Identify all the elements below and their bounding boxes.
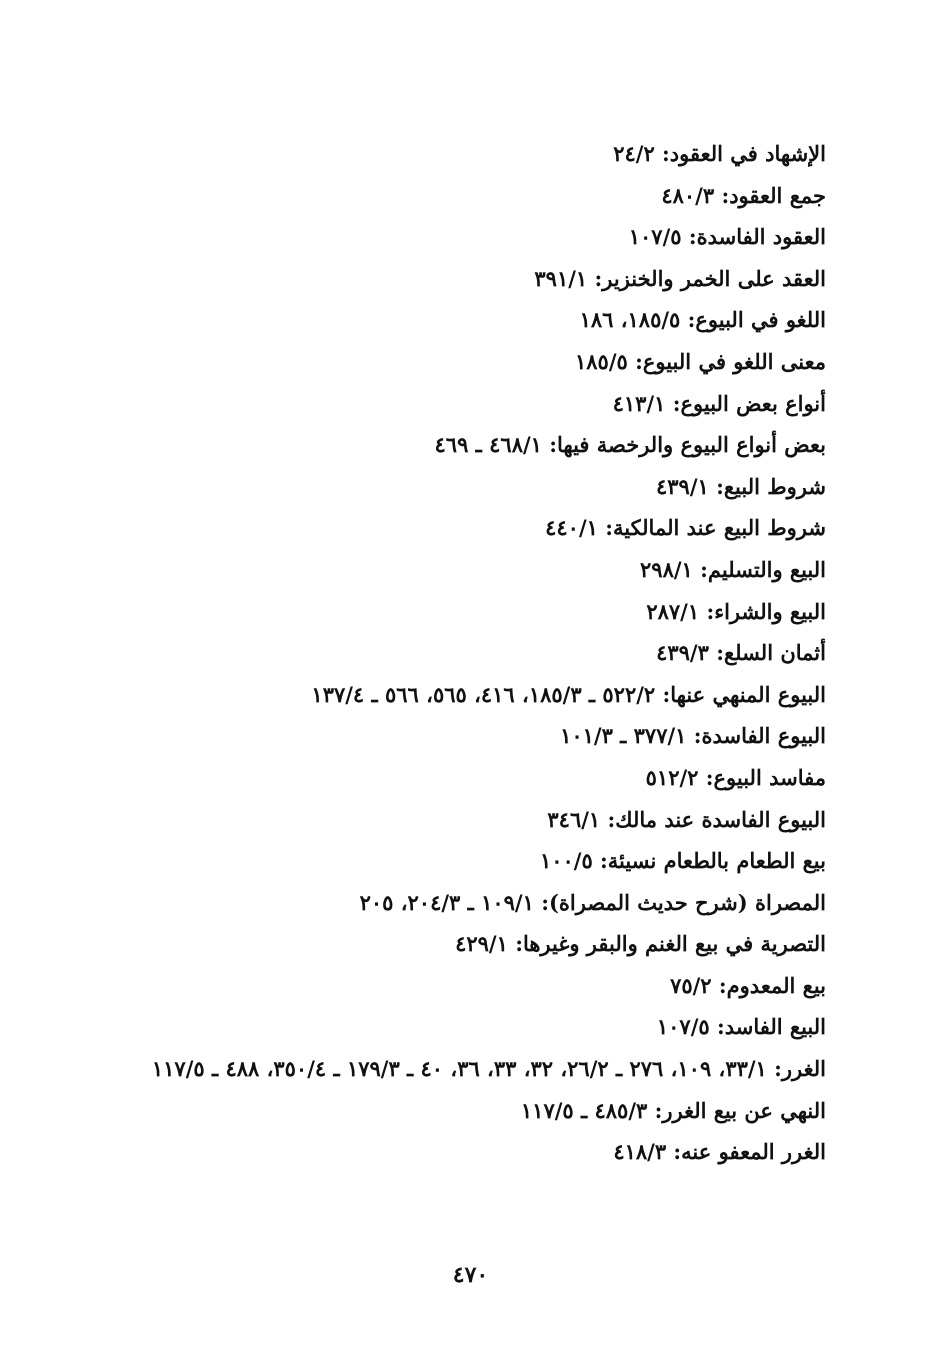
index-references: ٣٣/١، ١٠٩، ٢٧٦ ـ ٢٦/٢، ٣٢، ٣٣، ٣٦، ٤٠ ـ ١٧٩/٣ ـ ٣٥٠/٤، ٤٨٨ ـ ١١٧/٥ <box>151 1056 767 1082</box>
index-term: البيوع الفاسدة: <box>693 723 826 749</box>
index-references: ٤٨٥/٣ ـ ١١٧/٥ <box>520 1097 648 1123</box>
index-term: الغرر المعفو عنه: <box>673 1139 826 1165</box>
index-references: ٤٣٩/٣ <box>656 640 709 666</box>
index-term: الإشهاد في العقود: <box>662 141 826 166</box>
index-entry <box>146 674 826 716</box>
index-references: ١٠٠/٥ <box>539 848 593 874</box>
index-references: ٥٢٢/٢ ـ ١٨٥/٣، ٤١٦، ٥٦٥، ٥٦٦ ـ ١٣٧/٤ <box>311 681 656 707</box>
index-term: بيع الطعام بالطعام نسيئة: <box>600 848 826 874</box>
index-references: ٢٩٨/١ <box>640 556 693 582</box>
index-references: ٧٥/٢ <box>670 972 712 998</box>
index-entry <box>146 341 826 383</box>
index-entry <box>146 715 826 757</box>
index-term: أثمان السلع: <box>716 640 826 666</box>
index-entry <box>146 133 826 175</box>
index-references: ٥١٢/٢ <box>645 764 699 790</box>
index-entry <box>146 965 826 1007</box>
index-references: ٣٧٧/١ ـ ١٠١/٣ <box>560 723 687 749</box>
index-references: ٤٢٩/١ <box>455 931 508 957</box>
index-term: بعض أنواع البيوع والرخصة فيها: <box>549 432 826 458</box>
index-entry <box>146 1131 826 1173</box>
index-term: البيع والتسليم: <box>700 556 826 582</box>
index-references: ٤٤٠/١ <box>545 515 598 541</box>
index-term: شروط البيع: <box>716 473 826 499</box>
index-entry <box>146 1048 826 1090</box>
index-term: البيع الفاسد: <box>716 1014 826 1040</box>
index-entry <box>146 757 826 799</box>
index-references: ١٠٧/٥ <box>628 224 682 250</box>
index-term: أنواع بعض البيوع: <box>672 390 826 416</box>
index-references: ٤٦٨/١ ـ ٤٦٩ <box>434 432 542 458</box>
index-term: التصرية في بيع الغنم والبقر وغيرها: <box>515 931 826 957</box>
index-term: العقود الفاسدة: <box>688 224 826 250</box>
index-entry <box>146 175 826 217</box>
index-entry <box>146 632 826 674</box>
index-references: ٤١٨/٣ <box>613 1139 667 1165</box>
index-term: العقد على الخمر والخنزير: <box>594 265 826 291</box>
index-entry <box>146 799 826 841</box>
index-entry <box>146 507 826 549</box>
index-term: معنى اللغو في البيوع: <box>635 348 826 374</box>
index-entry <box>146 882 826 924</box>
index-references: ٢٨٧/١ <box>646 598 700 624</box>
index-entry <box>146 840 826 882</box>
index-entry <box>146 1006 826 1048</box>
index-term: الغرر: <box>774 1056 826 1082</box>
index-references: ٢٤/٢ <box>613 141 655 166</box>
page-number: ٤٧٠ <box>452 1262 489 1288</box>
index-term: النهي عن بيع الغرر: <box>654 1097 826 1123</box>
index-references: ٤٨٠/٣ <box>661 182 715 208</box>
index-entry <box>146 549 826 591</box>
index-references: ١٠٩/١ ـ ٢٠٤/٣، ٢٠٥ <box>359 889 534 915</box>
index-entry <box>146 258 826 300</box>
index-entry <box>146 591 826 633</box>
index-term: شروط البيع عند المالكية: <box>605 515 826 541</box>
index-entry <box>146 424 826 466</box>
index-references: ٤١٣/١ <box>612 390 666 416</box>
index-term: اللغو في البيوع: <box>687 307 826 333</box>
index-entry <box>146 383 826 425</box>
index-references: ٣٤٦/١ <box>547 806 601 832</box>
index-term: مفاسد البيوع: <box>705 764 826 790</box>
index-term: جمع العقود: <box>721 182 826 208</box>
index-references: ١٨٥/٥ <box>574 348 628 374</box>
index-references: ١٨٥/٥، ١٨٦ <box>579 307 681 333</box>
index-entry <box>146 466 826 508</box>
index-entry <box>146 923 826 965</box>
index-entry <box>146 299 826 341</box>
index-term: البيوع الفاسدة عند مالك: <box>607 806 826 832</box>
index-term: المصراة (شرح حديث المصراة): <box>541 889 826 915</box>
index-references: ٤٣٩/١ <box>655 473 709 499</box>
index-entry <box>146 1090 826 1132</box>
index-term: البيع والشراء: <box>706 598 826 624</box>
index-references: ١٠٧/٥ <box>656 1014 710 1040</box>
index-entries <box>146 133 826 1173</box>
index-term: البيوع المنهي عنها: <box>662 681 826 707</box>
index-term: بيع المعدوم: <box>718 972 826 998</box>
index-entry <box>146 216 826 258</box>
index-references: ٣٩١/١ <box>534 265 588 291</box>
